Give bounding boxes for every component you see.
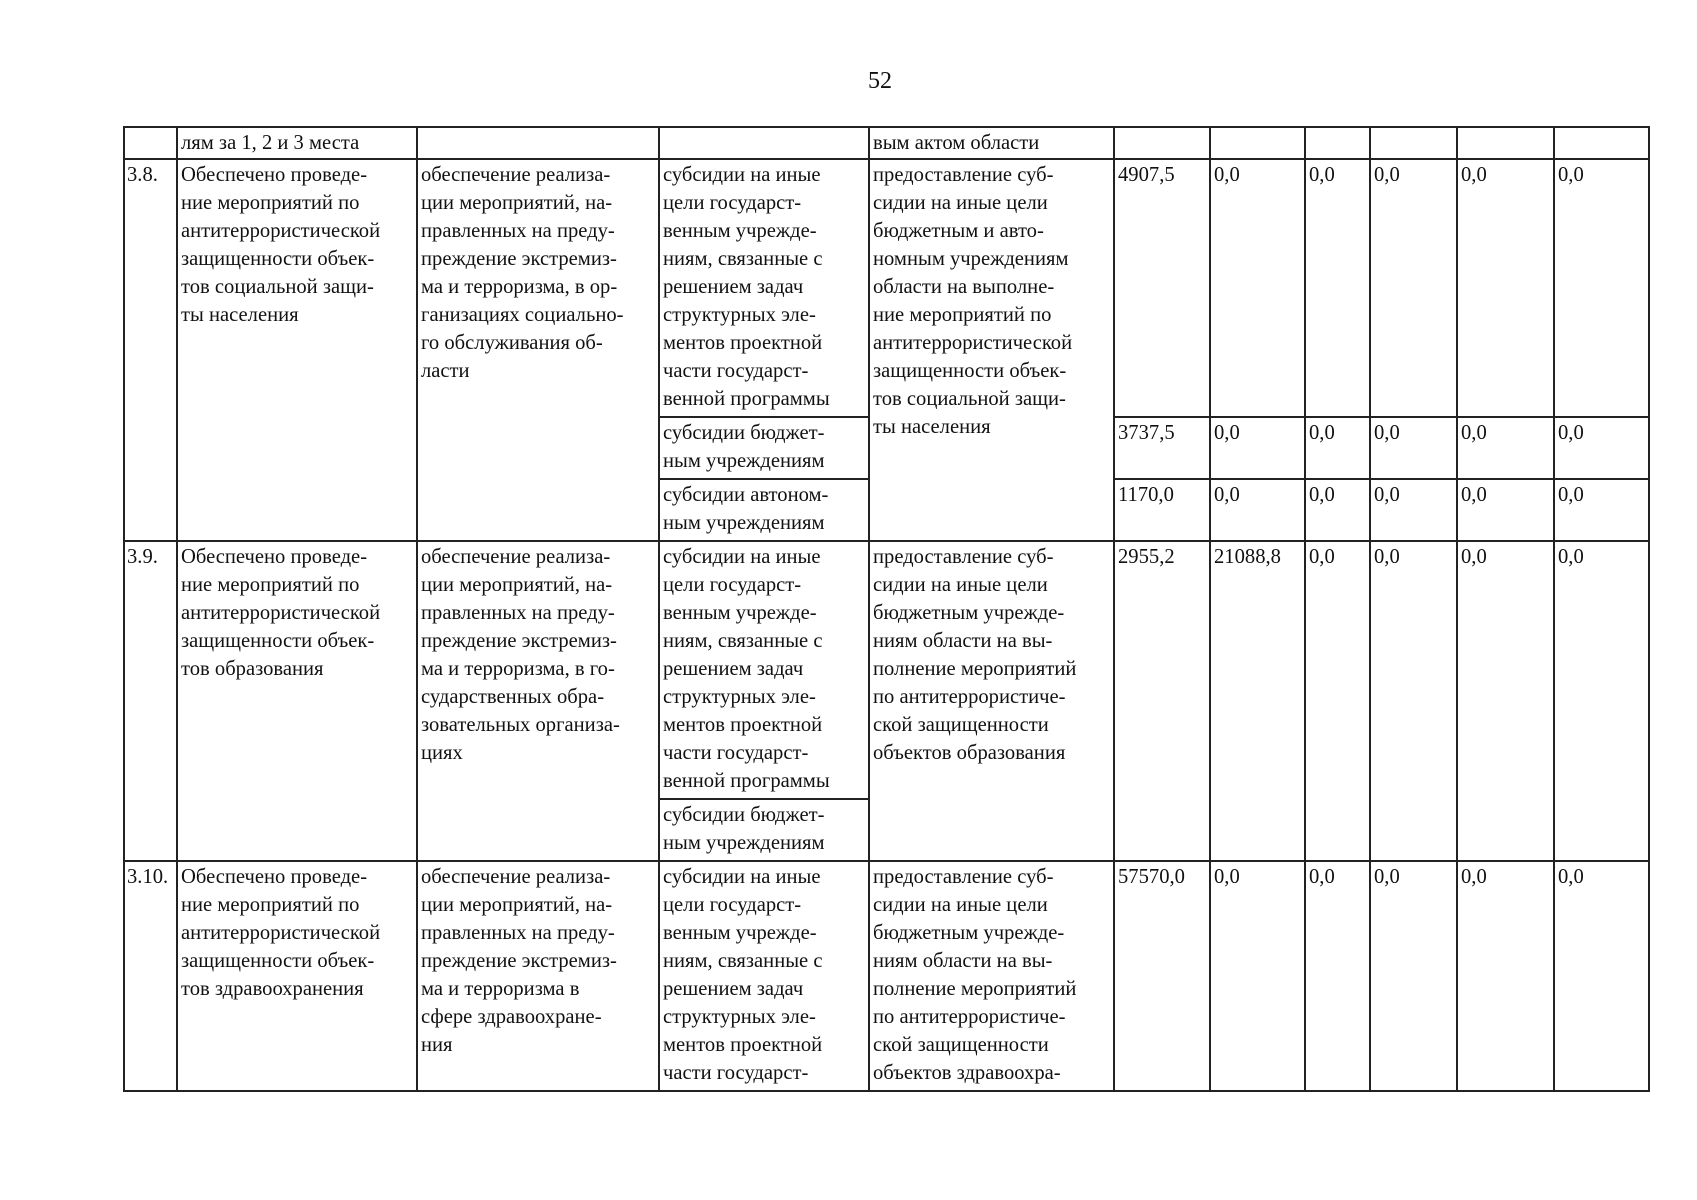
subsidy-type-cell: субсидии на иные цели государст- венным учрежде- ниям, связанные с решением задач структурных эле- ментов проектной части государст- венной программы [659, 541, 869, 799]
table-row-3-10 [124, 861, 1649, 1091]
continuation-purpose-cell: вым актом области [869, 127, 1114, 159]
value-cell: 21088,8 [1210, 541, 1305, 861]
subsidy-type-cell: субсидии на иные цели государст- венным учрежде- ниям, связанные с решением задач структурных эле- ментов проектной части государст- [659, 861, 869, 1091]
value-cell: 0,0 [1210, 861, 1305, 1091]
value-cell: 0,0 [1305, 159, 1370, 417]
value-cell: 0,0 [1554, 159, 1649, 417]
continuation-value-cell [1210, 127, 1305, 159]
value-cell: 0,0 [1370, 861, 1457, 1091]
value-cell: 1170,0 [1114, 479, 1210, 541]
value-cell: 57570,0 [1114, 861, 1210, 1091]
subsidy-type-cell: субсидии бюджет- ным учреждениям [659, 417, 869, 479]
value-cell: 0,0 [1210, 159, 1305, 417]
value-cell: 0,0 [1457, 479, 1554, 541]
purpose-cell: предоставление суб- сидии на иные цели бюджетным учрежде- ниям области на вы- полнение мероприятий по антитеррористиче- ской защищенности объектов образования [869, 541, 1114, 861]
continuation-value-cell [1457, 127, 1554, 159]
value-cell: 0,0 [1457, 417, 1554, 479]
continuation-value-cell [1305, 127, 1370, 159]
result-cell: Обеспечено проведе- ние мероприятий по антитеррористической защищенности объек- тов образования [177, 541, 417, 861]
value-cell: 0,0 [1457, 541, 1554, 861]
continuation-value-cell [1554, 127, 1649, 159]
value-cell: 0,0 [1305, 417, 1370, 479]
subsidy-type-cell: субсидии бюджет- ным учреждениям [659, 799, 869, 861]
value-cell: 0,0 [1554, 861, 1649, 1091]
value-cell: 0,0 [1554, 417, 1649, 479]
page-number: 52 [868, 68, 892, 94]
value-cell: 0,0 [1370, 159, 1457, 417]
value-cell: 2955,2 [1114, 541, 1210, 861]
table-row-3-8 [124, 159, 1649, 417]
result-cell: Обеспечено проведе- ние мероприятий по антитеррористической защищенности объек- тов здравоохранения [177, 861, 417, 1091]
table-row-3-9 [124, 541, 1649, 799]
subsidy-type-cell: субсидии автоном- ным учреждениям [659, 479, 869, 541]
value-cell: 0,0 [1305, 541, 1370, 861]
value-cell: 0,0 [1554, 541, 1649, 861]
continuation-value-cell [1114, 127, 1210, 159]
row-number: 3.10. [124, 861, 177, 1091]
value-cell: 0,0 [1210, 479, 1305, 541]
continuation-value-cell [1370, 127, 1457, 159]
continuation-no-cell [124, 127, 177, 159]
continuation-subsidy-cell [659, 127, 869, 159]
direction-cell: обеспечение реализа- ции мероприятий, на- правленных на преду- преждение экстремиз- ма и терроризма, в го- сударственных обра- зовательных организа- циях [417, 541, 659, 861]
purpose-cell: предоставление суб- сидии на иные цели бюджетным учрежде- ниям области на вы- полнение мероприятий по антитеррористиче- ской защищенности объектов здравоохра- [869, 861, 1114, 1091]
value-cell: 0,0 [1370, 541, 1457, 861]
row-number: 3.9. [124, 541, 177, 861]
value-cell: 0,0 [1305, 861, 1370, 1091]
continuation-direction-cell [417, 127, 659, 159]
continuation-row [124, 127, 1649, 159]
budget-table [123, 126, 1650, 1092]
continuation-result-cell: лям за 1, 2 и 3 места [177, 127, 417, 159]
value-cell: 3737,5 [1114, 417, 1210, 479]
value-cell: 0,0 [1370, 479, 1457, 541]
purpose-cell: предоставление суб- сидии на иные цели бюджетным и авто- номным учреждениям области на выполне- ние мероприятий по антитеррористической защищенности объек- тов социальной защи- ты населения [869, 159, 1114, 541]
row-number: 3.8. [124, 159, 177, 541]
value-cell: 0,0 [1210, 417, 1305, 479]
value-cell: 0,0 [1370, 417, 1457, 479]
subsidy-type-cell: субсидии на иные цели государст- венным учрежде- ниям, связанные с решением задач структурных эле- ментов проектной части государст- венной программы [659, 159, 869, 417]
value-cell: 4907,5 [1114, 159, 1210, 417]
value-cell: 0,0 [1305, 479, 1370, 541]
value-cell: 0,0 [1457, 159, 1554, 417]
result-cell: Обеспечено проведе- ние мероприятий по антитеррористической защищенности объек- тов социальной защи- ты населения [177, 159, 417, 541]
value-cell: 0,0 [1457, 861, 1554, 1091]
direction-cell: обеспечение реализа- ции мероприятий, на- правленных на преду- преждение экстремиз- ма и терроризма, в ор- ганизациях социально- го обслуживания об- ласти [417, 159, 659, 541]
value-cell: 0,0 [1554, 479, 1649, 541]
direction-cell: обеспечение реализа- ции мероприятий, на- правленных на преду- преждение экстремиз- ма и терроризма в сфере здравоохране- ния [417, 861, 659, 1091]
